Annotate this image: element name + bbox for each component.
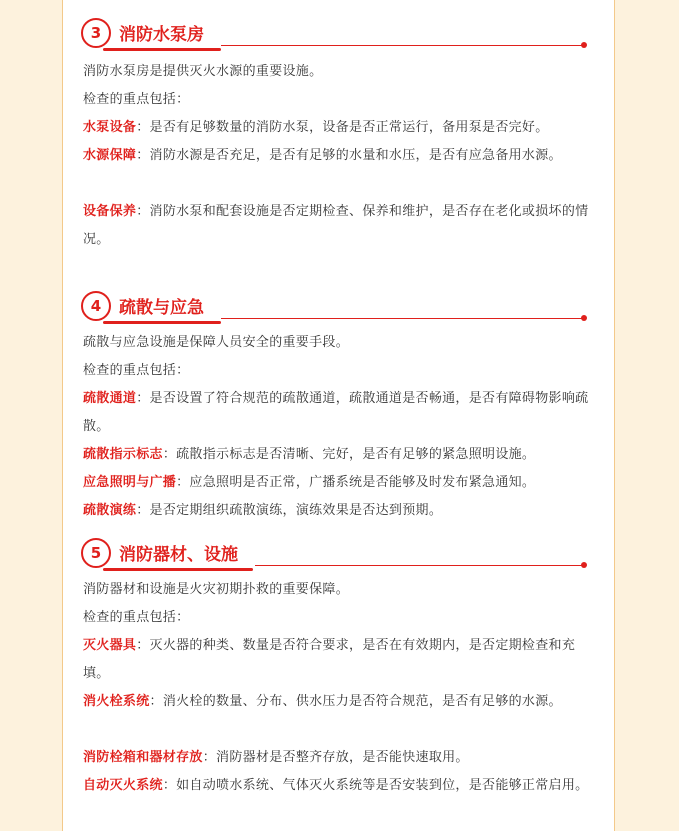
header-rule-dot <box>581 562 587 568</box>
header-rule <box>255 565 584 566</box>
title-underline <box>103 568 253 571</box>
check-item-text: 灭火器的种类、数量是否符合要求，是否在有效期内，是否定期检查和充填。 <box>83 638 576 681</box>
title-underline <box>103 48 221 51</box>
content-card <box>62 0 615 831</box>
checks-label: 检查的重点包括： <box>83 92 190 107</box>
section-title: 消防水泵房 <box>119 25 204 45</box>
check-item-text: 是否有足够数量的消防水泵，设备是否正常运行，备用泵是否完好。 <box>149 120 549 135</box>
check-item-sep: ： <box>136 204 150 219</box>
check-item-label: 自动灭火系统 <box>83 778 163 793</box>
check-item-sep: ： <box>162 447 177 462</box>
section-number: 3 <box>81 18 111 48</box>
check-item-label: 水泵设备 <box>83 120 137 135</box>
check-item-label: 灭火器具 <box>83 638 137 653</box>
check-item-sep: ： <box>149 694 163 709</box>
check-item-sep: ： <box>136 391 150 406</box>
check-item-text: 消火栓的数量、分布、供水压力是否符合规范，是否有足够的水源。 <box>162 694 562 709</box>
checks-label: 检查的重点包括： <box>83 610 190 625</box>
section-pump-room <box>63 14 614 247</box>
check-item-text: 消防器材是否整齐存放，是否能快速取用。 <box>216 750 469 765</box>
section-header <box>63 287 614 323</box>
check-item-text: 应急照明是否正常，广播系统是否能够及时发布紧急通知。 <box>189 475 536 490</box>
check-item <box>83 114 601 142</box>
check-item-label: 设备保养 <box>83 204 137 219</box>
section-fire-equipment <box>63 534 614 793</box>
check-item-sep: ： <box>202 750 217 765</box>
section-intro: 消防水泵房是提供灭火水源的重要设施。 <box>83 64 323 79</box>
section-header <box>63 534 614 570</box>
check-item <box>83 441 601 469</box>
header-rule <box>221 318 584 319</box>
header-rule-dot <box>581 315 587 321</box>
check-item-sep: ： <box>162 778 177 793</box>
check-item-sep: ： <box>136 503 150 518</box>
check-item-sep: ： <box>136 148 150 163</box>
check-item <box>83 744 601 772</box>
check-item <box>83 688 601 716</box>
check-item-sep: ： <box>136 638 150 653</box>
check-item <box>83 469 601 497</box>
section-title: 疏散与应急 <box>119 298 204 318</box>
section-header <box>63 14 614 50</box>
check-item-text: 如自动喷水系统、气体灭火系统等是否安装到位，是否能够正常启用。 <box>176 778 589 793</box>
check-item <box>83 632 601 688</box>
check-item-text: 是否设置了符合规范的疏散通道，疏散通道是否畅通，是否有障碍物影响疏散。 <box>83 391 589 434</box>
check-item-text: 消防水源是否充足，是否有足够的水量和水压，是否有应急备用水源。 <box>149 148 562 163</box>
section-number: 5 <box>81 538 111 568</box>
check-item-label: 应急照明与广播 <box>83 475 177 490</box>
check-item-text: 消防水泵和配套设施是否定期检查、保养和维护，是否存在老化或损坏的情况。 <box>83 204 589 247</box>
check-item-label: 水源保障 <box>83 148 137 163</box>
check-item-label: 疏散通道 <box>83 391 137 406</box>
check-item <box>83 142 601 170</box>
section-number: 4 <box>81 291 111 321</box>
section-evacuation <box>63 287 614 518</box>
check-item-label: 消防栓箱和器材存放 <box>83 750 203 765</box>
check-item-label: 消火栓系统 <box>83 694 150 709</box>
check-item-label: 疏散指示标志 <box>83 447 163 462</box>
header-rule <box>221 45 584 46</box>
check-item-sep: ： <box>136 120 150 135</box>
check-item <box>83 385 601 441</box>
checks-label: 检查的重点包括： <box>83 363 190 378</box>
section-title: 消防器材、设施 <box>119 545 238 565</box>
check-item <box>83 497 601 525</box>
check-item-sep: ： <box>176 475 190 490</box>
header-rule-dot <box>581 42 587 48</box>
check-item <box>83 772 601 800</box>
check-item-text: 疏散指示标志是否清晰、完好，是否有足够的紧急照明设施。 <box>176 447 536 462</box>
section-intro: 消防器材和设施是火灾初期扑救的重要保障。 <box>83 582 350 597</box>
check-item-text: 是否定期组织疏散演练，演练效果是否达到预期。 <box>149 503 443 518</box>
check-item <box>83 198 601 254</box>
title-underline <box>103 321 221 324</box>
check-item-label: 疏散演练 <box>83 503 137 518</box>
section-intro: 疏散与应急设施是保障人员安全的重要手段。 <box>83 335 350 350</box>
